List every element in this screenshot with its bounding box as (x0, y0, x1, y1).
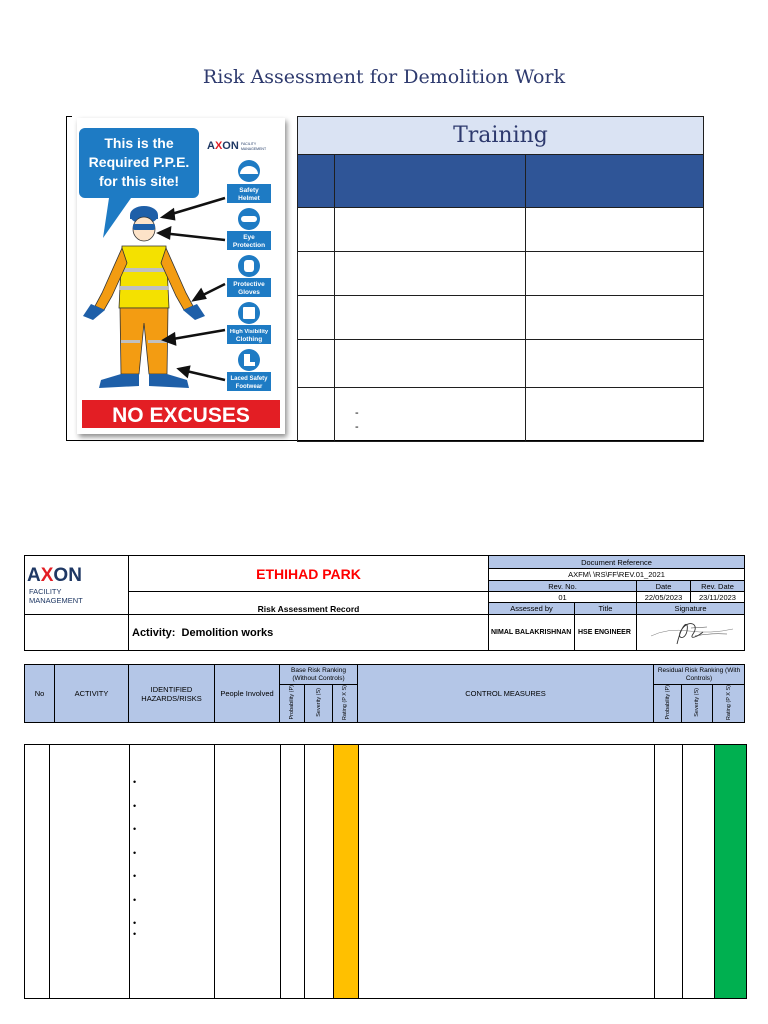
cell-base-severity (305, 745, 334, 999)
cell-activity (50, 745, 130, 999)
cell-residual-rating (715, 745, 747, 999)
dash-mark: - (355, 420, 359, 433)
worker-figure (83, 206, 205, 388)
record-title: Risk Assessment Record (129, 592, 489, 615)
col-base-group: Base Risk Ranking (Without Controls) (280, 665, 358, 685)
bullet: • (133, 824, 137, 834)
col-control: CONTROL MEASURES (358, 665, 654, 723)
cell-base-rating (334, 745, 359, 999)
bullet: • (133, 847, 137, 858)
training-row (298, 388, 704, 442)
boots-icon (227, 349, 271, 391)
goggles-icon (227, 208, 271, 250)
rev-date-label: Rev. Date (691, 581, 745, 592)
col-residual-probability: Probability (P) (664, 685, 671, 720)
column-header (24, 664, 745, 723)
training-row (298, 252, 704, 296)
hazard-bullets (130, 745, 214, 953)
activity-value: Demolition works (181, 626, 274, 639)
bullet: • (133, 894, 137, 905)
bullet: • (133, 777, 137, 787)
brand-logo-sub: MANAGEMENT (241, 147, 267, 151)
no-excuses-text: NO EXCUSES (112, 404, 250, 427)
svg-text:High Visibility: High Visibility (229, 329, 269, 335)
headline-line-2: Required P.P.E. (88, 154, 190, 170)
rev-no-label: Rev. No. (489, 581, 637, 592)
rev-no-value: 01 (489, 592, 637, 603)
company-logo: AXONFACILITY MANAGEMENT (25, 556, 129, 615)
signature-cell (637, 615, 745, 651)
bullet: • (133, 800, 137, 811)
title-label: Title (575, 603, 637, 615)
ppe-poster (77, 118, 285, 434)
risk-record-header (24, 555, 745, 651)
headline-line-1: This is the (104, 135, 174, 151)
doc-ref-label: Document Reference (489, 556, 745, 569)
training-title: Training (298, 117, 704, 155)
col-hazards: IDENTIFIED HAZARDS/RISKS (129, 665, 215, 723)
cell-base-probability (281, 745, 305, 999)
headline-line-3: for this site! (98, 173, 180, 189)
doc-ref-value: AXFM\ \RS\FF\REV.01_2021 (489, 569, 745, 581)
col-people: People Involved (215, 665, 280, 723)
bullet: • (133, 929, 137, 939)
cell-no (25, 745, 50, 999)
training-header-cell (298, 155, 335, 208)
site-name: ETHIHAD PARK (129, 556, 489, 592)
cell-hazards (130, 745, 215, 999)
risk-body-row (24, 744, 747, 999)
training-header-cell (335, 155, 526, 208)
col-residual-severity: Severity (S) (694, 688, 700, 717)
svg-text:Protective: Protective (233, 281, 265, 288)
dash-mark: - (355, 406, 359, 419)
date-label: Date (637, 581, 691, 592)
ppe-poster-graphic (77, 118, 285, 434)
training-table (297, 116, 704, 442)
svg-text:Eye: Eye (243, 234, 255, 241)
svg-text:Clothing: Clothing (235, 336, 263, 343)
activity-cell (129, 615, 489, 651)
cell-control (359, 745, 655, 999)
brand-logo-sub: FACILITY (241, 142, 257, 146)
date-value: 22/05/2023 (637, 592, 691, 603)
company-sub: FACILITY MANAGEMENT (29, 587, 83, 605)
assessed-by-value: NIMAL BALAKRISHNAN (489, 615, 575, 651)
col-residual-rating: Rating (P X S) (725, 685, 732, 721)
col-base-rating: Rating (P X S) (342, 685, 348, 721)
col-residual-group: Residual Risk Ranking (With Controls) (654, 665, 745, 685)
signature-label: Signature (637, 603, 745, 615)
gloves-icon (227, 255, 271, 297)
svg-text:Protection: Protection (232, 242, 266, 249)
svg-text:Gloves: Gloves (238, 289, 260, 296)
col-no: No (25, 665, 55, 723)
title-value: HSE ENGINEER (575, 615, 637, 651)
frame-corner (66, 116, 72, 117)
col-base-severity: Severity (S) (315, 688, 322, 717)
training-header-cell (526, 155, 704, 208)
hi-vis-vest-icon (227, 302, 271, 344)
assessed-by-label: Assessed by (489, 603, 575, 615)
training-row (298, 296, 704, 340)
signature (637, 615, 743, 648)
svg-text:Footwear: Footwear (235, 384, 263, 390)
bullet: • (133, 871, 137, 881)
training-row (298, 340, 704, 388)
activity-label: Activity: (132, 626, 176, 639)
svg-text:Helmet: Helmet (238, 195, 260, 202)
svg-text:Laced Safety: Laced Safety (230, 376, 268, 382)
svg-text:Safety: Safety (239, 187, 259, 194)
page-title: Risk Assessment for Demolition Work (202, 66, 566, 88)
cell-residual-probability (655, 745, 683, 999)
col-activity: ACTIVITY (55, 665, 129, 723)
training-header-row (298, 155, 704, 208)
training-row (298, 208, 704, 252)
cell-residual-severity (683, 745, 715, 999)
brand-logo: AXON (207, 140, 239, 152)
cell-people (215, 745, 281, 999)
col-base-probability: Probability (P) (289, 685, 295, 720)
logo-spacer (25, 615, 129, 651)
bullet: • (133, 918, 137, 928)
rev-date-value: 23/11/2023 (691, 592, 745, 603)
helmet-icon (227, 160, 271, 203)
